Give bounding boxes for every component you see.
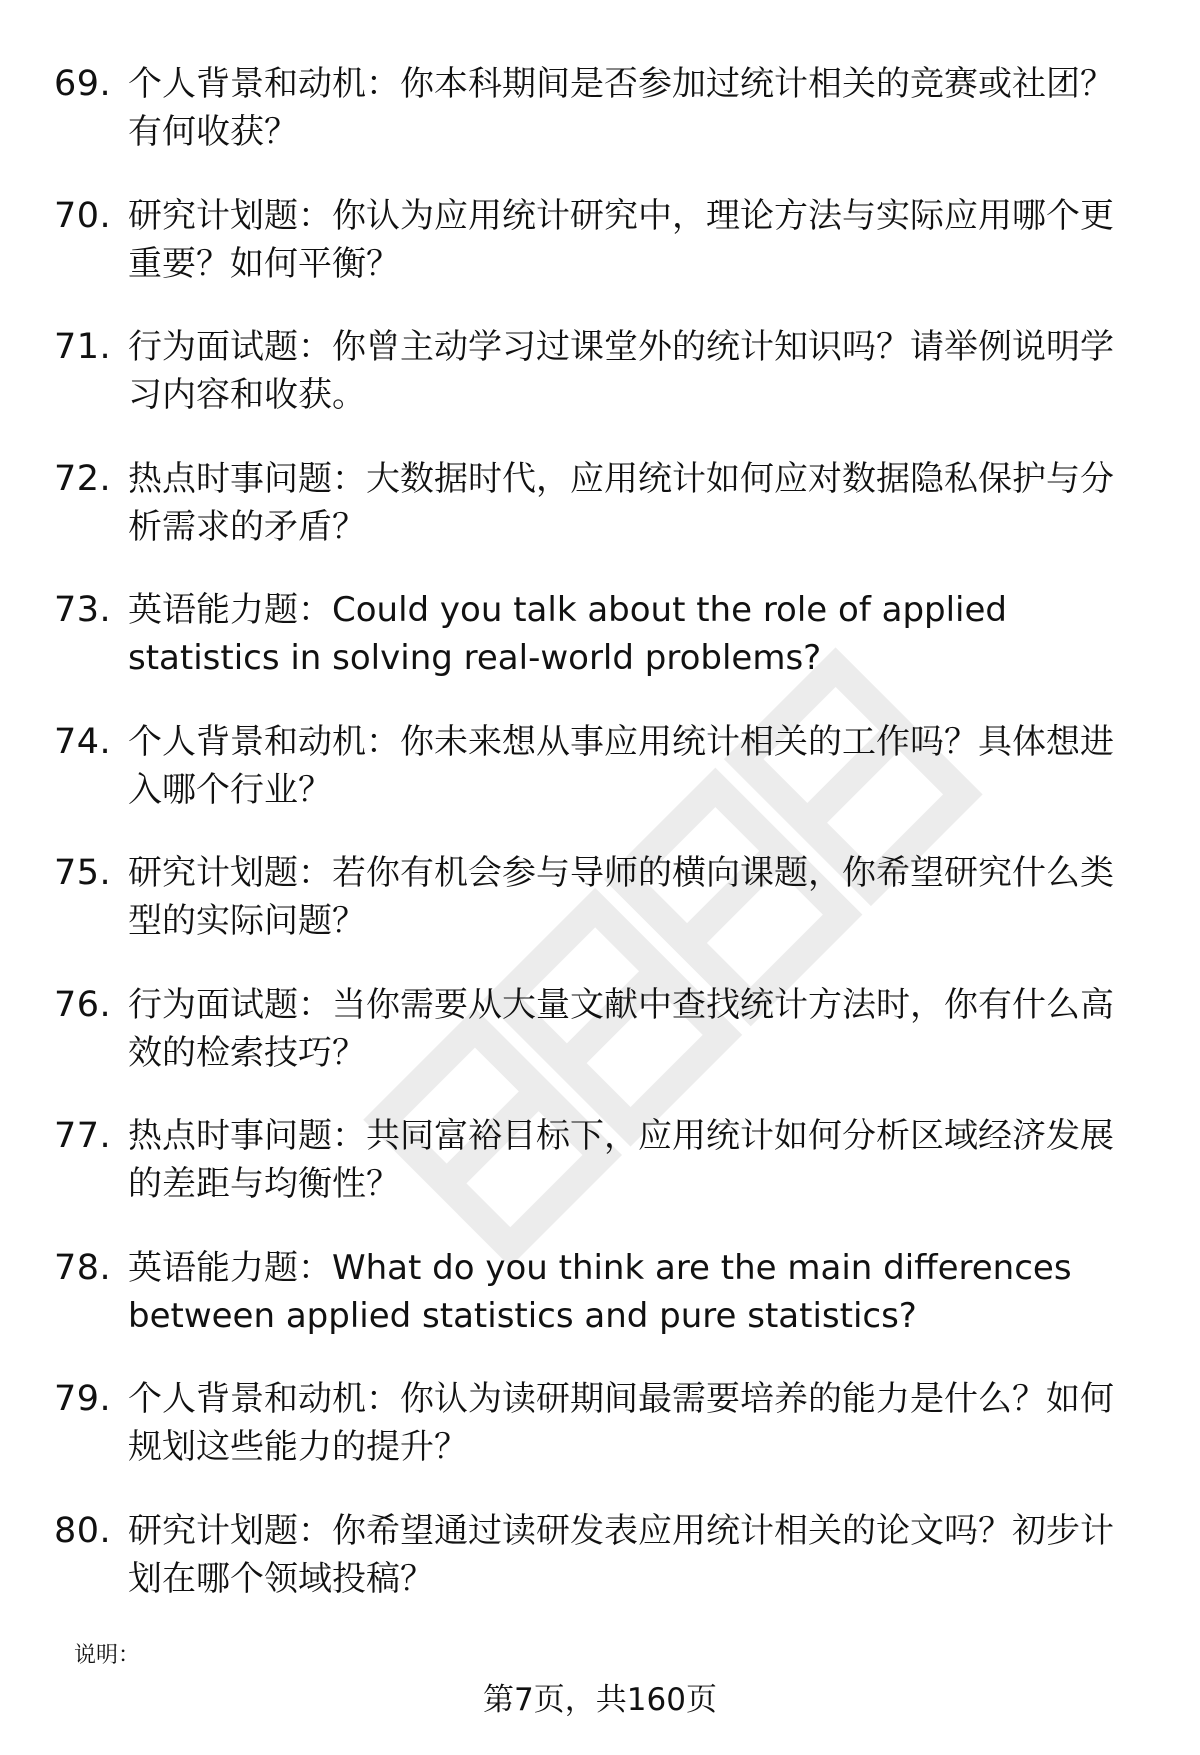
question-text: 英语能力题：Could you talk about the role of applied statistics in solving real-world problems? [128, 590, 1008, 678]
question-number: 71. [54, 327, 112, 367]
question-text: 个人背景和动机：你认为读研期间最需要培养的能力是什么？如何规划这些能力的提升？ [128, 1379, 1114, 1467]
question-text: 研究计划题：若你有机会参与导师的横向课题，你希望研究什么类型的实际问题？ [128, 853, 1114, 941]
list-item [0, 317, 1200, 449]
question-number: 76. [54, 984, 112, 1025]
question-number: 73. [54, 590, 112, 630]
question-text: 个人背景和动机：你本科期间是否参加过统计相关的竞赛或社团？有何收获？ [128, 64, 1114, 152]
list-item [0, 843, 1200, 975]
question-text: 研究计划题：你认为应用统计研究中，理论方法与实际应用哪个更重要？如何平衡？ [128, 195, 1114, 284]
question-number: 75. [54, 853, 112, 893]
question-number: 77. [54, 1116, 112, 1156]
question-text: 英语能力题：What do you think are the main differences between applied statistics and pure statistics? [128, 1247, 1072, 1336]
question-number: 80. [54, 1510, 112, 1551]
page-footer: 第7页，共160页 [483, 1682, 717, 1718]
question-number: 74. [54, 721, 112, 762]
question-text: 热点时事问题：大数据时代，应用统计如何应对数据隐私保护与分析需求的矛盾？ [128, 458, 1114, 547]
list-item [0, 1369, 1200, 1501]
question-text: 行为面试题：你曾主动学习过课堂外的统计知识吗？请举例说明学习内容和收获。 [128, 327, 1114, 415]
list-item [0, 580, 1200, 712]
question-text: 热点时事问题：共同富裕目标下，应用统计如何分析区域经济发展的差距与均衡性？ [128, 1116, 1114, 1204]
question-list [0, 54, 1200, 1632]
list-item [0, 712, 1200, 844]
question-text: 研究计划题：你希望通过读研发表应用统计相关的论文吗？初步计划在哪个领域投稿？ [128, 1510, 1114, 1599]
question-text: 个人背景和动机：你未来想从事应用统计相关的工作吗？具体想进入哪个行业？ [128, 721, 1114, 810]
question-number: 78. [54, 1247, 112, 1288]
list-item [0, 54, 1200, 186]
list-item [0, 1106, 1200, 1238]
list-item [0, 186, 1200, 318]
question-text: 行为面试题：当你需要从大量文献中查找统计方法时，你有什么高效的检索技巧？ [128, 984, 1114, 1073]
list-item [0, 1501, 1200, 1633]
question-number: 79. [54, 1379, 112, 1419]
question-number: 70. [54, 195, 112, 236]
list-item [0, 1238, 1200, 1370]
question-number: 69. [54, 64, 112, 104]
note-label: 说明： [74, 1643, 141, 1668]
list-item [0, 975, 1200, 1107]
list-item [0, 449, 1200, 581]
question-number: 72. [54, 458, 112, 499]
